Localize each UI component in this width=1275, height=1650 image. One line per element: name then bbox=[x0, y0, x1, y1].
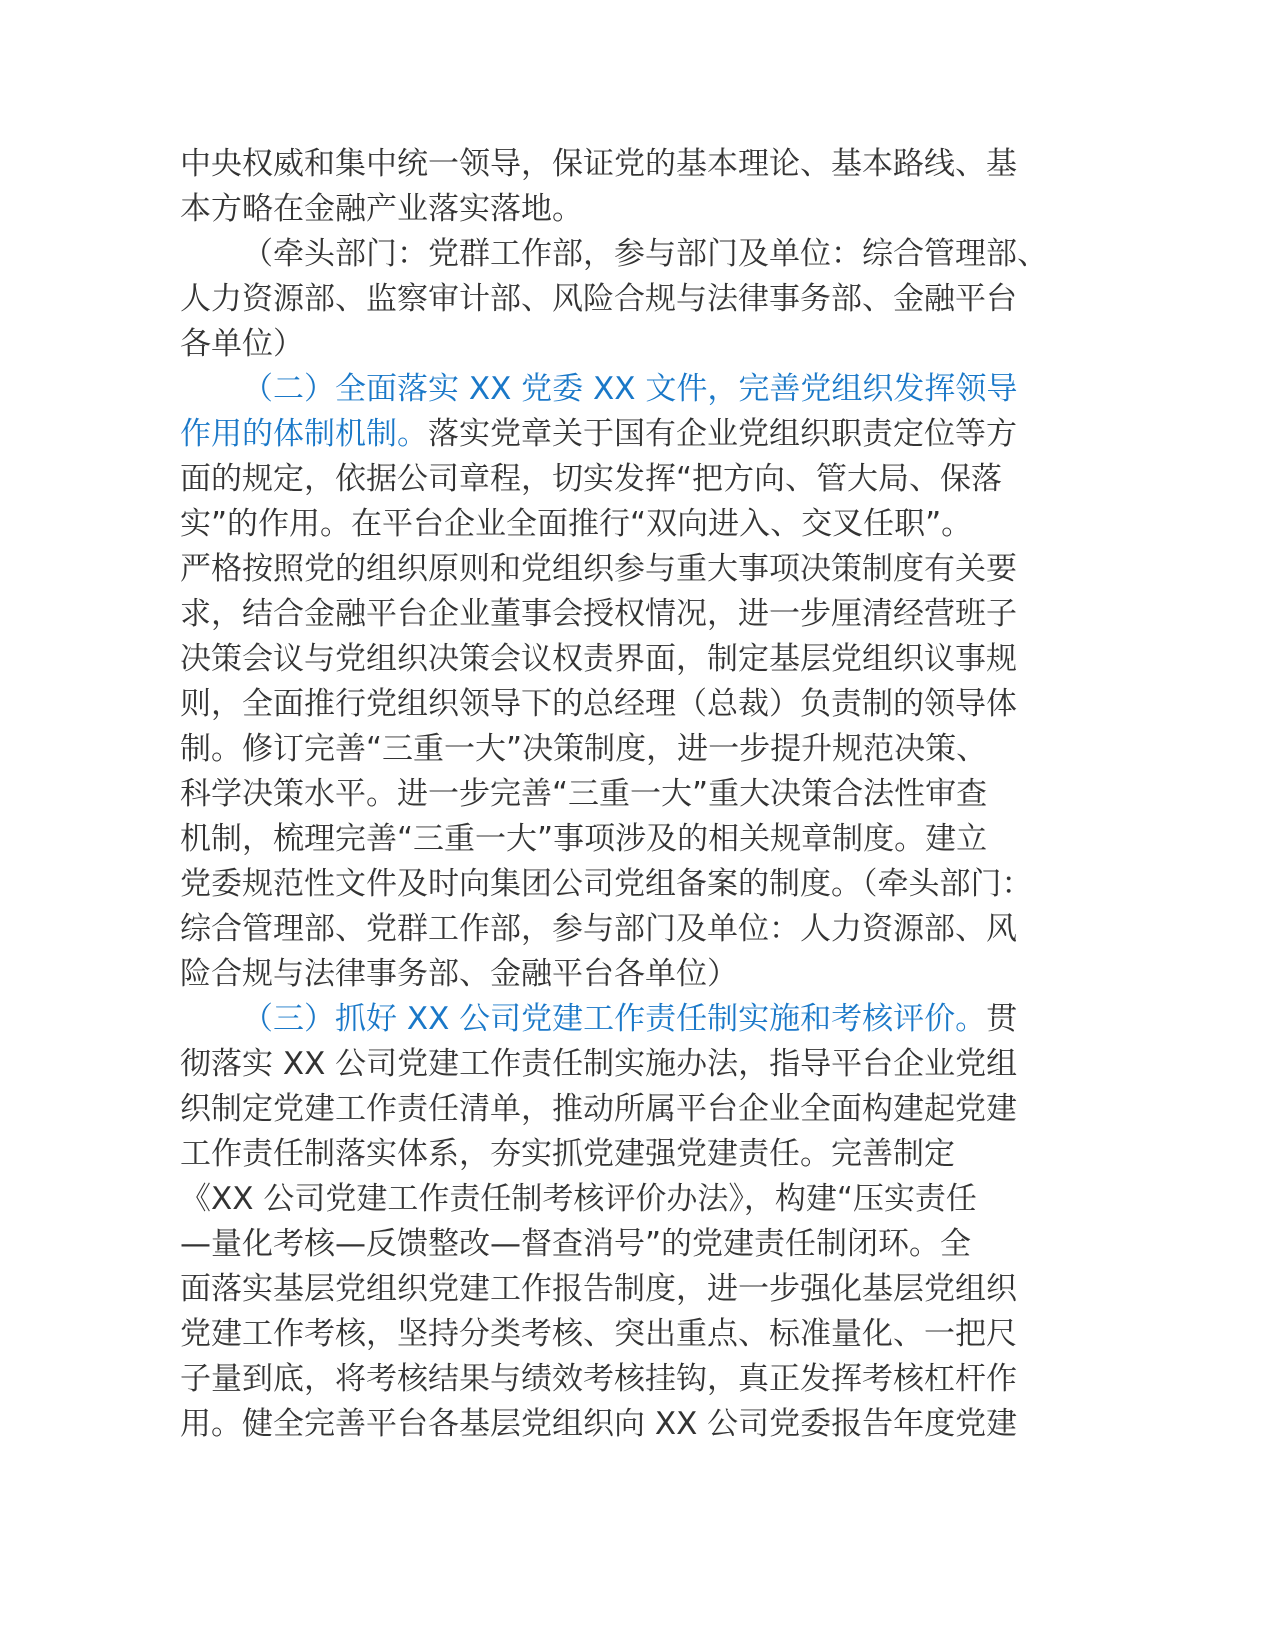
text-line: 子量到底，将考核结果与绩效考核挂钩，真正发挥考核杠杆作 bbox=[180, 1361, 1017, 1397]
text-line: 则，全面推行党组织领导下的总经理（总裁）负责制的领导体 bbox=[180, 686, 1017, 722]
text-line: （牵头部门：党群工作部，参与部门及单位：综合管理部、 bbox=[242, 236, 1048, 272]
text-line: 彻落实 XX 公司党建工作责任制实施办法，指导平台企业党组 bbox=[180, 1046, 1018, 1082]
text-line: 用。健全完善平台各基层党组织向 XX 公司党委报告年度党建 bbox=[180, 1406, 1018, 1442]
section-heading-2-end: 作用的体制机制。 bbox=[180, 416, 428, 452]
text-line: 织制定党建工作责任清单，推动所属平台企业全面构建起党建 bbox=[180, 1091, 1017, 1127]
section-heading-2: （二）全面落实 XX 党委 XX 文件，完善党组织发挥领导 bbox=[242, 371, 1018, 407]
paragraph-section-3 bbox=[180, 997, 1060, 1447]
paragraph-departments-1 bbox=[180, 232, 1060, 367]
text-line: 工作责任制落实体系，夯实抓党建强党建责任。完善制定 bbox=[180, 1136, 955, 1172]
text-run: 落实党章关于国有企业党组织职责定位等方 bbox=[428, 416, 1017, 452]
paragraph-leadership bbox=[180, 142, 1060, 232]
text-line: 机制，梳理完善“三重一大”事项涉及的相关规章制度。建立 bbox=[180, 821, 988, 857]
document-body bbox=[180, 142, 1060, 1447]
text-line: 《XX 公司党建工作责任制考核评价办法》，构建“压实责任 bbox=[180, 1181, 977, 1217]
text-line: 严格按照党的组织原则和党组织参与重大事项决策制度有关要 bbox=[180, 551, 1017, 587]
text-line: 险合规与法律事务部、金融平台各单位） bbox=[180, 956, 738, 992]
text-line: 各单位） bbox=[180, 326, 304, 362]
text-line: 求，结合金融平台企业董事会授权情况，进一步厘清经营班子 bbox=[180, 596, 1017, 632]
text-line: 面的规定，依据公司章程，切实发挥“把方向、管大局、保落 bbox=[180, 461, 1003, 497]
paragraph-section-2 bbox=[180, 367, 1060, 997]
section-heading-3: （三）抓好 XX 公司党建工作责任制实施和考核评价。 bbox=[242, 1001, 987, 1037]
text-line: 中央权威和集中统一领导，保证党的基本理论、基本路线、基 bbox=[180, 146, 1017, 182]
text-line bbox=[180, 412, 1060, 457]
text-line: —量化考核—反馈整改—督查消号”的党建责任制闭环。全 bbox=[180, 1226, 972, 1262]
text-line: 本方略在金融产业落实落地。 bbox=[180, 191, 583, 227]
text-run: 贯 bbox=[986, 1001, 1018, 1037]
text-line: 党委规范性文件及时向集团公司党组备案的制度。（牵头部门： bbox=[180, 866, 1033, 902]
text-line: 综合管理部、党群工作部，参与部门及单位：人力资源部、风 bbox=[180, 911, 1017, 947]
text-line: 人力资源部、监察审计部、风险合规与法律事务部、金融平台 bbox=[180, 281, 1017, 317]
text-line bbox=[180, 997, 1060, 1042]
text-line: 科学决策水平。进一步完善“三重一大”重大决策合法性审查 bbox=[180, 776, 988, 812]
text-line: 制。修订完善“三重一大”决策制度，进一步提升规范决策、 bbox=[180, 731, 988, 767]
text-line: 面落实基层党组织党建工作报告制度，进一步强化基层党组织 bbox=[180, 1271, 1017, 1307]
text-line: 实”的作用。在平台企业全面推行“双向进入、交叉任职”。 bbox=[180, 506, 973, 542]
text-line: 决策会议与党组织决策会议权责界面，制定基层党组织议事规 bbox=[180, 641, 1017, 677]
text-line: 党建工作考核，坚持分类考核、突出重点、标准量化、一把尺 bbox=[180, 1316, 1017, 1352]
